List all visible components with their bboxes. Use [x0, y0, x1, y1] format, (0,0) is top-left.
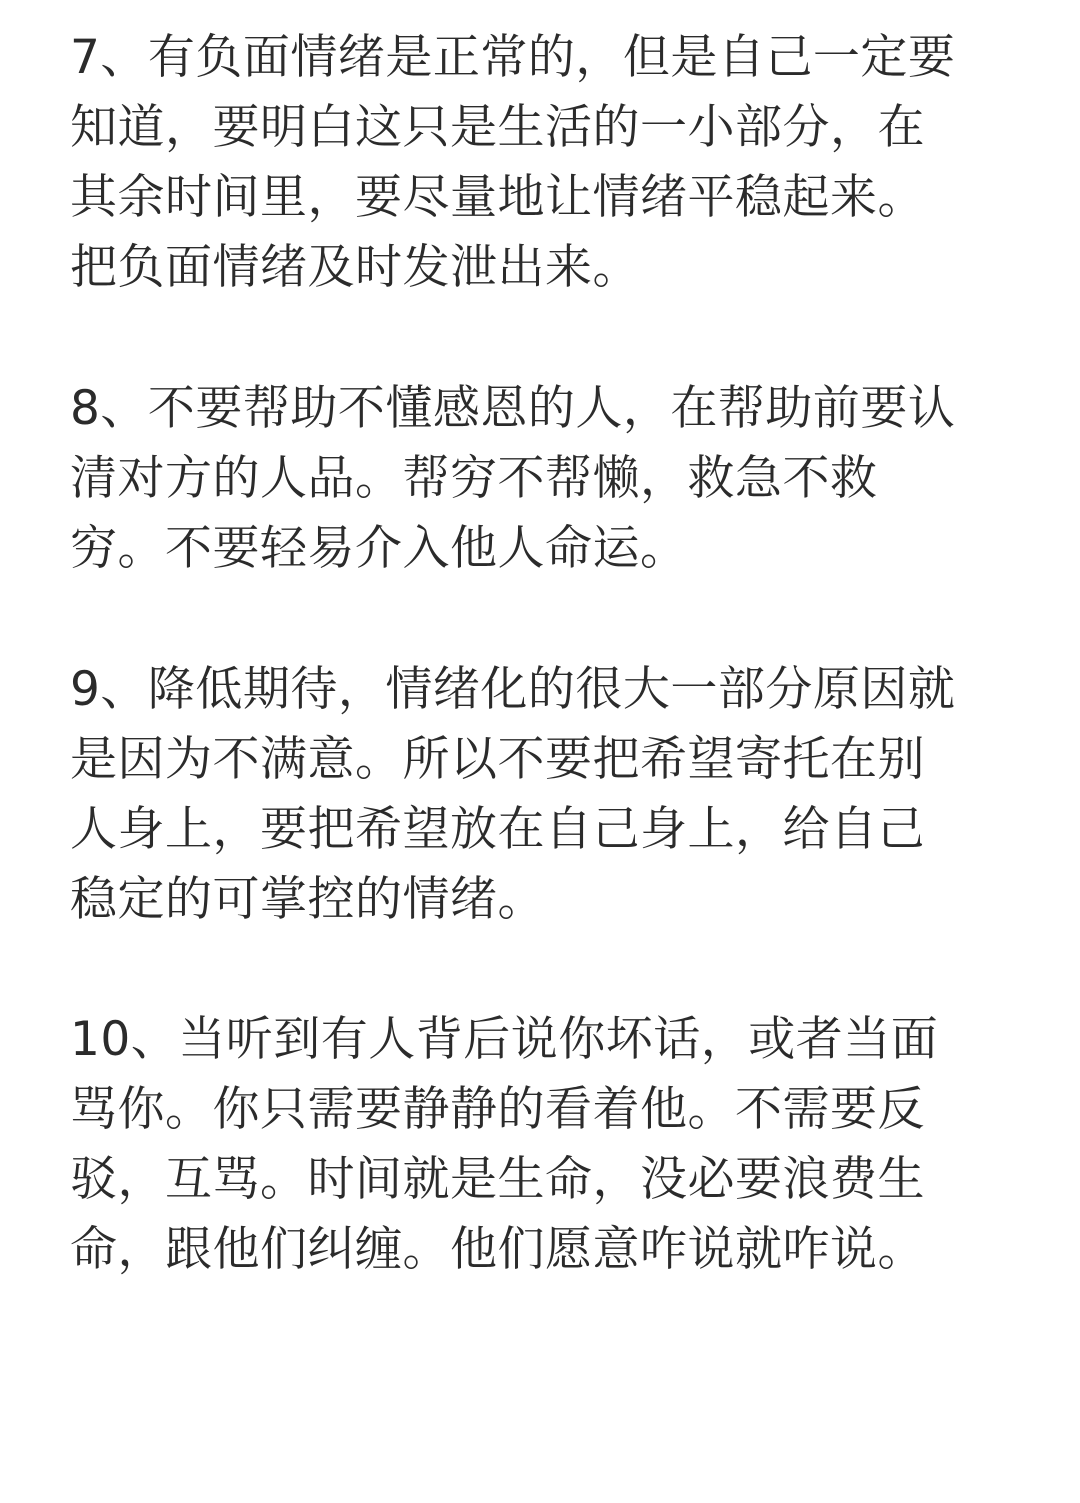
text-line: 人身上，要把希望放在自己身上，给自己	[70, 802, 925, 857]
text-line: 10、当听到有人背后说你坏话，或者当面	[70, 1012, 939, 1067]
text-line: 命，跟他们纠缠。他们愿意咋说就咋说。	[70, 1222, 925, 1277]
paragraph-item-8	[70, 374, 955, 584]
paragraph-item-7	[70, 23, 955, 303]
text-line: 清对方的人品。帮穷不帮懒，救急不救	[70, 451, 878, 506]
text-line: 驳，互骂。时间就是生命，没必要浪费生	[70, 1152, 925, 1207]
text-line: 知道，要明白这只是生活的一小部分，在	[70, 100, 925, 155]
text-line: 稳定的可掌控的情绪。	[70, 872, 545, 927]
text-line: 骂你。你只需要静静的看着他。不需要反	[70, 1082, 925, 1137]
text-line: 7、有负面情绪是正常的，但是自己一定要	[70, 30, 956, 85]
paragraph-item-9	[70, 655, 955, 935]
paragraph-item-10	[70, 1005, 938, 1285]
text-line: 把负面情绪及时发泄出来。	[70, 240, 640, 295]
text-line: 8、不要帮助不懂感恩的人，在帮助前要认	[70, 381, 956, 436]
text-line: 穷。不要轻易介入他人命运。	[70, 521, 688, 576]
text-line: 是因为不满意。所以不要把希望寄托在别	[70, 732, 925, 787]
text-line: 9、降低期待，情绪化的很大一部分原因就	[70, 662, 956, 717]
text-line: 其余时间里，要尽量地让情绪平稳起来。	[70, 170, 925, 225]
